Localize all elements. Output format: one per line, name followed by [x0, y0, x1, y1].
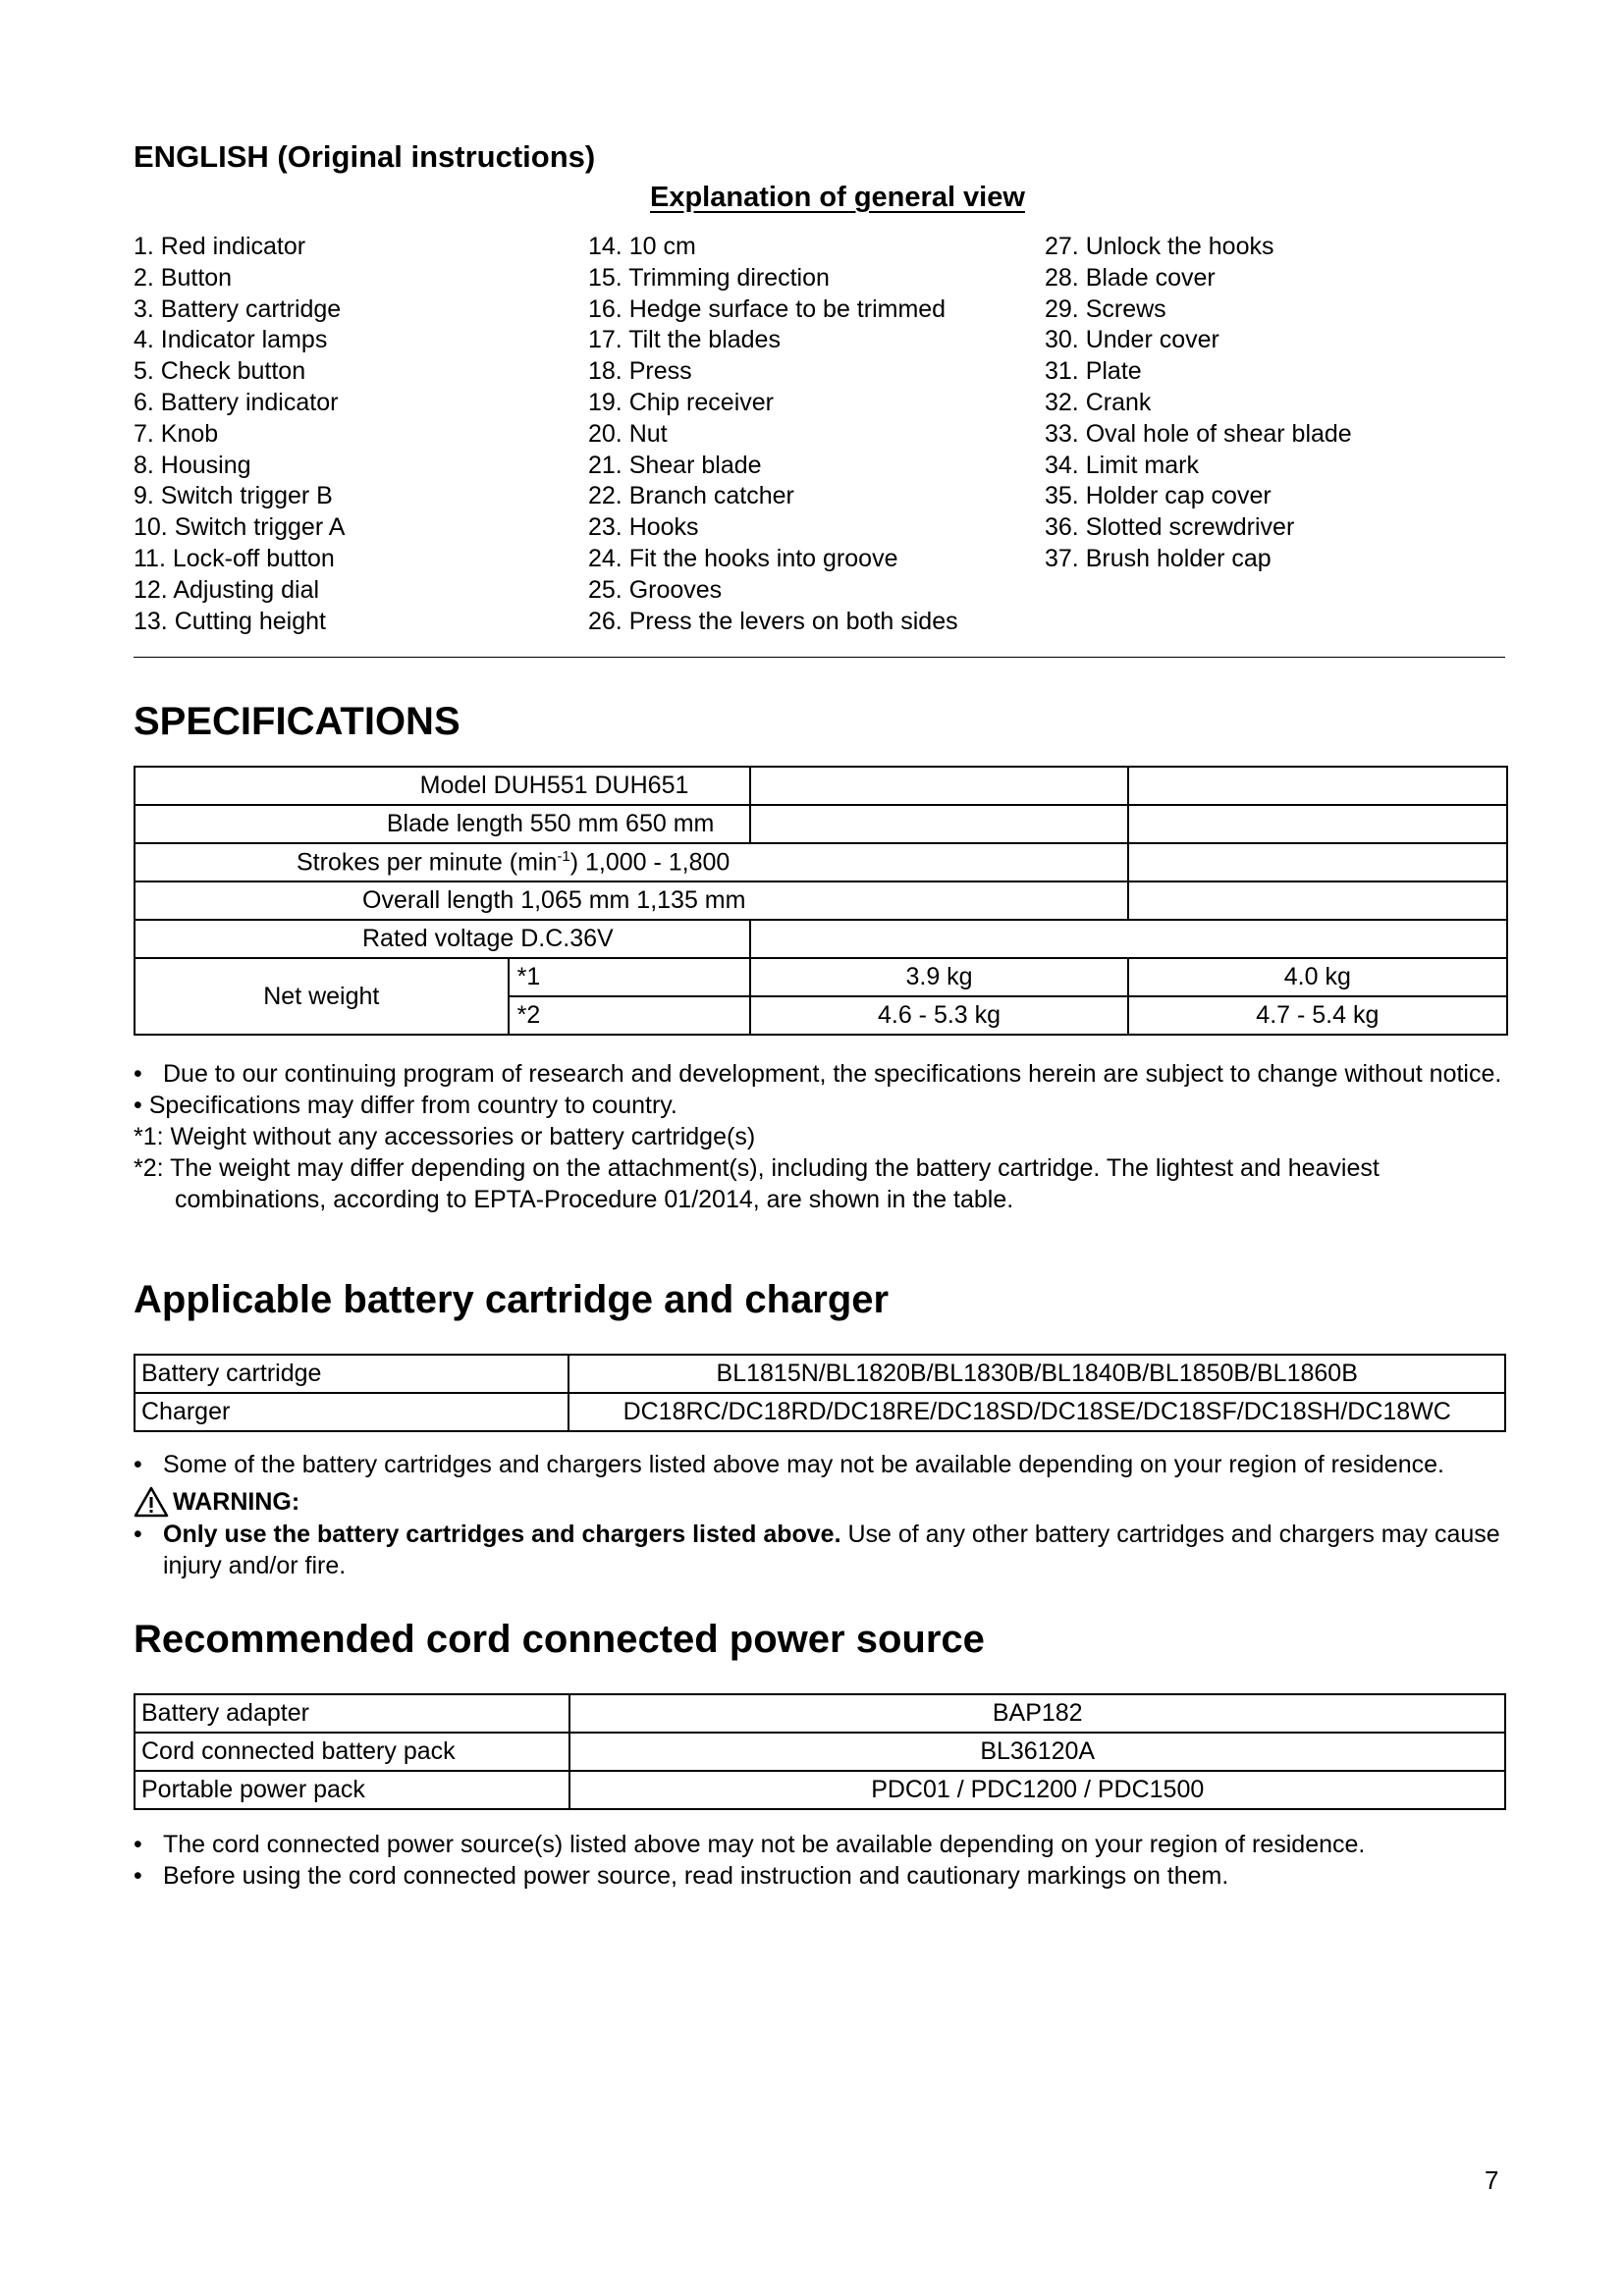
spec-blade-length: Blade length 550 mm 650 mm: [135, 805, 750, 843]
legend-item: 11. Lock-off button: [134, 544, 335, 572]
spec-weight-1-duh551: 3.9 kg: [750, 958, 1127, 996]
legend-item: 3. Battery cartridge: [134, 294, 342, 323]
power-row-label: Cord connected battery pack: [135, 1733, 569, 1771]
spec-net-weight-label: Net weight: [135, 958, 509, 1035]
legend-item: 35. Holder cap cover: [1045, 482, 1272, 510]
table-row: [135, 767, 1507, 805]
legend-column-2: [588, 232, 1020, 637]
power-note-2: • Before using the cord connected power source, read instruction and cautionary markings on them.: [134, 1862, 1229, 1890]
power-row-value: PDC01 / PDC1200 / PDC1500: [569, 1771, 1505, 1809]
legend-item: 28. Blade cover: [1045, 263, 1216, 292]
legend-item: 21. Shear blade: [588, 451, 762, 479]
legend-item: 19. Chip receiver: [588, 388, 774, 416]
power-source-table: [134, 1693, 1506, 1810]
spec-weight-2-duh551: 4.6 - 5.3 kg: [750, 996, 1127, 1035]
section-divider: [134, 657, 1505, 658]
legend-item: 30. Under cover: [1045, 326, 1219, 354]
legend-item: 12. Adjusting dial: [134, 575, 320, 604]
legend-item: 22. Branch catcher: [588, 482, 794, 510]
power-source-heading: Recommended cord connected power source: [134, 1618, 985, 1661]
spec-cell-empty: [750, 805, 1127, 843]
specifications-heading: SPECIFICATIONS: [134, 700, 460, 743]
battery-row-label: Charger: [135, 1393, 568, 1431]
spec-weight-1-duh651: 4.0 kg: [1128, 958, 1507, 996]
bullet-glyph: •: [134, 1831, 142, 1858]
legend-item: 7. Knob: [134, 419, 219, 448]
spec-strokes-suffix: ) 1,000 - 1,800: [569, 848, 731, 877]
table-row: [135, 805, 1507, 843]
battery-note: • Some of the battery cartridges and chargers listed above may not be available depending on your region of residence.: [134, 1451, 1444, 1478]
warning-label: WARNING:: [173, 1488, 300, 1516]
legend-item: 8. Housing: [134, 451, 251, 479]
legend-item: 23. Hooks: [588, 513, 699, 542]
power-source-notes: [134, 1829, 1508, 1892]
legend-item: 16. Hedge surface to be trimmed: [588, 294, 947, 323]
specifications-notes: [134, 1058, 1508, 1215]
power-row-label: Portable power pack: [135, 1771, 569, 1809]
power-row-value: BAP182: [569, 1694, 1505, 1733]
spec-cell-empty: [1128, 881, 1507, 920]
legend-item: 25. Grooves: [588, 575, 723, 604]
legend-item: 10. Switch trigger A: [134, 513, 346, 542]
battery-heading: Applicable battery cartridge and charger: [134, 1278, 890, 1321]
page-number: 7: [1485, 2165, 1499, 2195]
legend-item: 9. Switch trigger B: [134, 482, 333, 510]
bullet-glyph: •: [134, 1451, 142, 1478]
legend-item: 36. Slotted screwdriver: [1045, 513, 1295, 542]
table-row: [135, 881, 1507, 920]
spec-note-1: • Due to our continuing program of research and development, the specifications herein are subject to change without notice.: [134, 1060, 1502, 1088]
spec-strokes-sup: -1: [557, 847, 570, 865]
spec-cell-empty: [1128, 805, 1507, 843]
legend-item: 1. Red indicator: [134, 233, 306, 260]
spec-overall-length: Overall length 1,065 mm 1,135 mm: [135, 881, 1128, 920]
spec-cell-empty: [1128, 843, 1507, 881]
table-row: [135, 1355, 1505, 1393]
spec-model: Model DUH551 DUH651: [135, 767, 750, 805]
battery-notes: [134, 1449, 1508, 1581]
legend-item: 37. Brush holder cap: [1045, 544, 1272, 572]
legend-item: 18. Press: [588, 357, 692, 386]
legend-item: 27. Unlock the hooks: [1045, 233, 1274, 260]
spec-note-4: *2: The weight may differ depending on the attachment(s), including the battery cartridge. The lightest and heaviest combinations, according to EPTA-Procedure 01/2014, are shown in the table.: [134, 1154, 1380, 1213]
legend-item: 31. Plate: [1045, 357, 1142, 386]
legend-column-1: [134, 232, 566, 637]
battery-table: [134, 1354, 1506, 1432]
legend-item: 24. Fit the hooks into groove: [588, 544, 898, 572]
spec-weight-1-label: *1: [509, 958, 751, 996]
power-row-value: BL36120A: [569, 1733, 1505, 1771]
battery-row-value: DC18RC/DC18RD/DC18RE/DC18SD/DC18SE/DC18SF/DC18SH/DC18WC: [568, 1393, 1505, 1431]
spec-weight-2-duh651: 4.7 - 5.4 kg: [1128, 996, 1507, 1035]
spec-weight-2-label: *2: [509, 996, 751, 1035]
table-row: [135, 1393, 1505, 1431]
battery-row-label: Battery cartridge: [135, 1355, 568, 1393]
battery-row-value: BL1815N/BL1820B/BL1830B/BL1840B/BL1850B/BL1860B: [568, 1355, 1505, 1393]
legend-item: 13. Cutting height: [134, 607, 326, 635]
bullet-glyph: •: [134, 1521, 142, 1548]
table-row: [135, 958, 1507, 996]
table-row: [135, 1733, 1505, 1771]
power-row-label: Battery adapter: [135, 1694, 569, 1733]
language-title: ENGLISH (Original instructions): [134, 139, 596, 174]
legend-item: 26. Press the levers on both sides: [588, 607, 958, 635]
legend-item: 15. Trimming direction: [588, 263, 830, 292]
legend-item: 33. Oval hole of shear blade: [1045, 419, 1352, 448]
bullet-glyph: •: [134, 1060, 142, 1088]
spec-note-3: *1: Weight without any accessories or battery cartridge(s): [134, 1123, 756, 1150]
spec-rated-voltage: Rated voltage D.C.36V: [135, 920, 750, 958]
table-row: [135, 843, 1507, 881]
legend-item: 6. Battery indicator: [134, 388, 339, 416]
spec-cell-empty: [1128, 767, 1507, 805]
table-row: [135, 920, 1507, 958]
legend-column-3: [1045, 232, 1477, 575]
legend-item: 34. Limit mark: [1045, 451, 1199, 479]
warning-text: • Only use the battery cartridges and chargers listed above. Use of any other battery cartridges and chargers may cause injury and/or fire.: [134, 1521, 1500, 1579]
spec-strokes: [135, 843, 1128, 881]
table-row: [135, 1694, 1505, 1733]
legend-item: 2. Button: [134, 263, 233, 292]
warning-bold-text: Only use the battery cartridges and chargers listed above.: [163, 1521, 841, 1548]
power-note-1: • The cord connected power source(s) listed above may not be available depending on your region of residence.: [134, 1831, 1366, 1858]
legend-item: 17. Tilt the blades: [588, 326, 781, 354]
spec-note-2: • Specifications may differ from country to country.: [134, 1092, 677, 1119]
spec-cell-empty: [750, 920, 1507, 958]
general-view-title: Explanation of general view: [650, 182, 1025, 213]
bullet-glyph: •: [134, 1862, 142, 1890]
legend-item: 20. Nut: [588, 419, 668, 448]
legend-item: 32. Crank: [1045, 388, 1152, 416]
warning-header: [134, 1485, 1508, 1519]
warning-triangle-icon: [134, 1486, 169, 1518]
table-row: [135, 1771, 1505, 1809]
spec-cell-empty: [750, 767, 1127, 805]
legend-item: 29. Screws: [1045, 294, 1166, 323]
legend-item: 4. Indicator lamps: [134, 326, 328, 354]
spec-strokes-prefix: Strokes per minute (min: [297, 848, 558, 877]
legend-item: 5. Check button: [134, 357, 306, 386]
specifications-table: [134, 766, 1508, 1036]
legend-item: 14. 10 cm: [588, 233, 696, 260]
